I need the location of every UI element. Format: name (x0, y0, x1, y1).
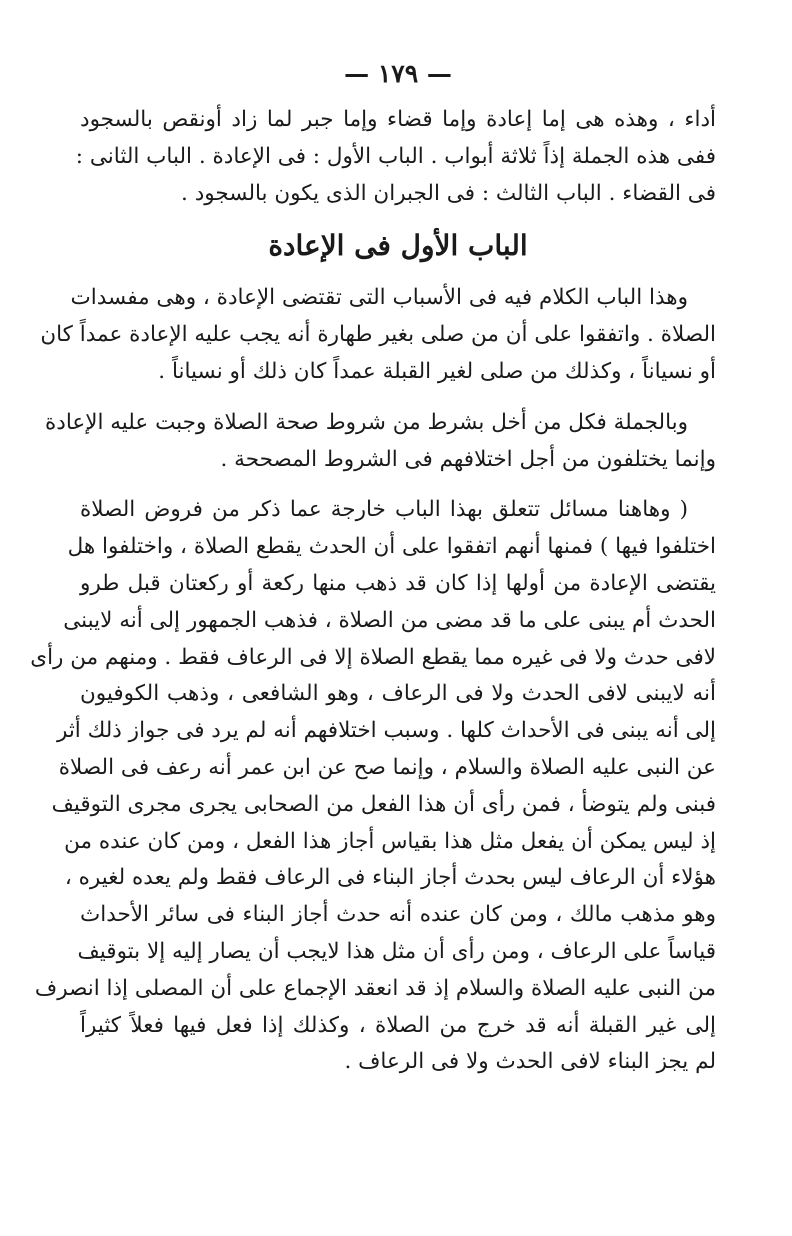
text-line: الحدث أم يبنى على ما قد مضى من الصلاة ، فذهب الجمهور إلى أنه لايبنى (63, 607, 716, 633)
text-line: إذ ليس يمكن أن يفعل مثل هذا بقياس أجاز هذا الفعل ، ومن كان عنده من (64, 828, 716, 854)
intro-paragraph (75, 102, 716, 212)
text-line: إلى غير القبلة أنه قد خرج من الصلاة ، وكذلك إذا فعل فيها فعلاً كثيراً (80, 1012, 716, 1038)
text-line: قياساً على الرعاف ، ومن رأى أن مثل هذا لايجب أن يصار إليه إلا بتوقيف (77, 938, 716, 964)
text-line: أداء ، وهذه هى إما إعادة وإما قضاء وإما جبر لما زاد أونقص بالسجود (80, 107, 716, 132)
text-line: وبالجملة فكل من أخل بشرط من شروط صحة الصلاة وجبت عليه الإعادة (44, 409, 688, 435)
paragraph-2 (44, 405, 716, 479)
text-line: أنه لايبنى لافى الحدث ولا فى الرعاف ، وهو الشافعى ، وذهب الكوفيون (80, 681, 716, 707)
text-line: هؤلاء أن الرعاف ليس بحدث أجاز البناء فى الرعاف فقط ولم يعده لغيره ، (64, 865, 716, 891)
text-line: وإنما يختلفون من أجل اختلافهم فى الشروط المصححة . (220, 446, 716, 472)
text-line: من النبى عليه الصلاة والسلام إذ قد انعقد الإجماع على أن المصلى إذا انصرف (34, 975, 716, 1001)
paragraph-3 (30, 492, 716, 1081)
text-line: يقتضى الإعادة من أولها إذا كان قد ذهب منها ركعة أو ركعتان قبل طرو (80, 570, 716, 596)
text-line: لافى حدث ولا فى غيره مما يقطع الصلاة إلا فى الرعاف فقط . ومنهم من رأى (30, 644, 716, 670)
text-line: عن النبى عليه الصلاة والسلام ، وإنما صح عن ابن عمر أنه رعف فى الصلاة (58, 754, 716, 780)
text-line: الصلاة . واتفقوا على أن من صلى بغير طهارة أنه يجب عليه الإعادة عمداً كان (40, 322, 716, 348)
text-line: إلى أنه يبنى فى الأحداث كلها . وسبب اختلافهم أنه لم يرد فى جواز ذلك أثر (56, 718, 716, 744)
paragraph-1 (40, 280, 716, 390)
text-line: وهو مذهب مالك ، ومن كان عنده أنه حدث أجاز البناء فى سائر الأحداث (80, 902, 716, 928)
text-line: فى القضاء . الباب الثالث : فى الجبران الذى يكون بالسجود . (181, 180, 716, 206)
text-line: ( وهاهنا مسائل تتعلق بهذا الباب خارجة عما ذكر من فروض الصلاة (80, 497, 688, 523)
text-line: اختلفوا فيها ) فمنها أنهم اتفقوا على أن الحدث يقطع الصلاة ، واختلفوا هل (67, 534, 716, 560)
chapter-heading: الباب الأول فى الإعادة (268, 229, 528, 263)
text-line: وهذا الباب الكلام فيه فى الأسباب التى تقتضى الإعادة ، وهى مفسدات (70, 285, 688, 311)
text-line: أو نسياناً ، وكذلك من صلى لغير القبلة عمداً كان ذلك أو نسياناً . (158, 358, 716, 384)
text-line: ففى هذه الجملة إذاً ثلاثة أبواب . الباب الأول : فى الإعادة . الباب الثانى : (75, 143, 716, 169)
page-number: — ١٧٩ — (344, 59, 452, 88)
text-line: لم يجز البناء لافى الحدث ولا فى الرعاف . (344, 1049, 716, 1075)
text-line: فبنى ولم يتوضأ ، فمن رأى أن هذا الفعل من الصحابى يجرى مجرى التوقيف (51, 791, 716, 817)
